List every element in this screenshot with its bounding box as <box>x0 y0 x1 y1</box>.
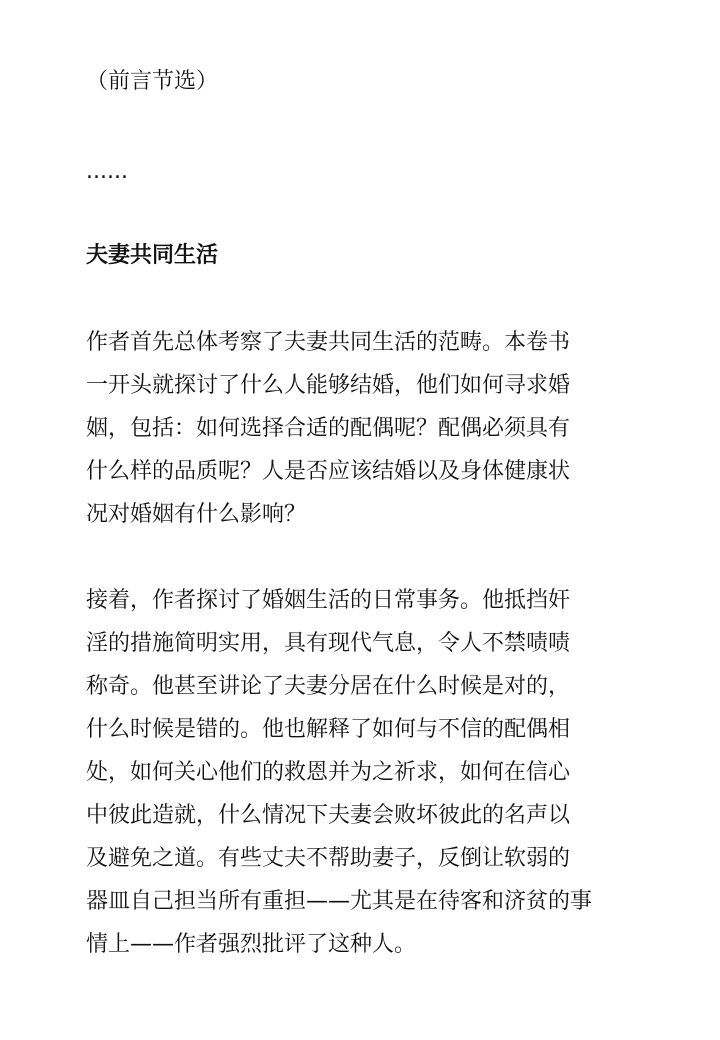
paragraph-intro <box>86 321 570 536</box>
excerpt-subtitle: （前言节选） <box>86 69 219 94</box>
paragraph-line: 淫的措施简明实用，具有现代气息，令人不禁啧啧 <box>86 631 571 656</box>
paragraph-line: 况对婚姻有什么影响？ <box>86 502 307 527</box>
paragraph-line: 接着，作者探讨了婚姻生活的日常事务。他抵挡奸 <box>86 588 571 613</box>
paragraph-line: 中彼此造就，什么情况下夫妻会败坏彼此的名声以 <box>86 803 571 828</box>
paragraph-line: 器皿自己担当所有重担——尤其是在待客和济贫的事 <box>86 889 593 914</box>
paragraph-line: 什么样的品质呢？人是否应该结婚以及身体健康状 <box>86 459 571 484</box>
paragraph-line: 称奇。他甚至讲论了夫妻分居在什么时候是对的， <box>86 674 571 699</box>
paragraph-line: 情上——作者强烈批评了这种人。 <box>86 932 417 957</box>
paragraph-line: 一开头就探讨了什么人能够结婚，他们如何寻求婚 <box>86 373 571 398</box>
ellipsis-separator: ...... <box>86 159 128 184</box>
paragraph-line: 什么时候是错的。他也解释了如何与不信的配偶相 <box>86 717 571 742</box>
paragraph-line: 处，如何关心他们的救恩并为之祈求，如何在信心 <box>86 760 571 785</box>
paragraph-line: 及避免之道。有些丈夫不帮助妻子，反倒让软弱的 <box>86 846 571 871</box>
paragraph-line: 姻，包括：如何选择合适的配偶呢？配偶必须具有 <box>86 416 571 441</box>
paragraph-line: 作者首先总体考察了夫妻共同生活的范畴。本卷书 <box>86 330 571 355</box>
section-heading: 夫妻共同生活 <box>86 243 219 268</box>
paragraph-daily-affairs <box>86 579 592 966</box>
